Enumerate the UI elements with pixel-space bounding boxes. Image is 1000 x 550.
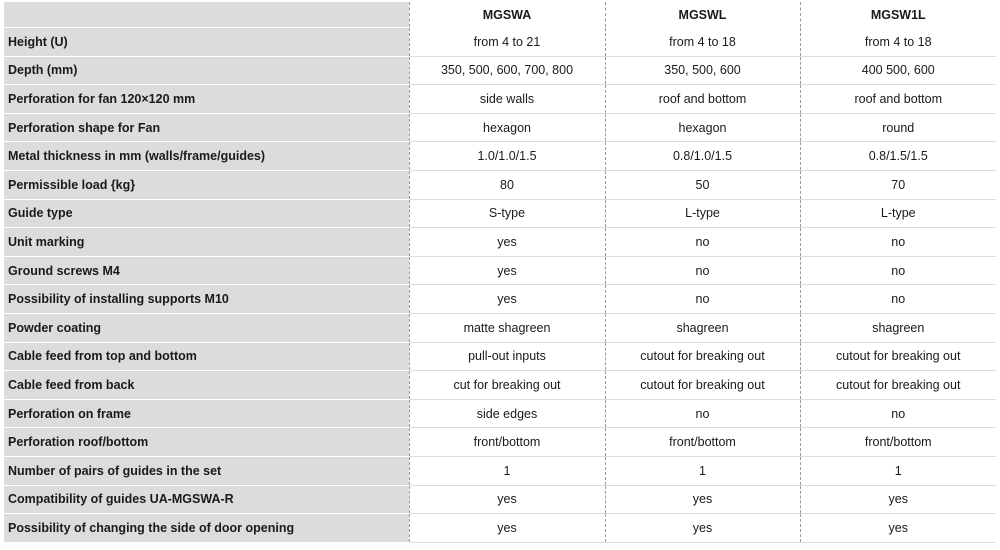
row-value-cell: from 4 to 18 xyxy=(605,28,800,57)
table-row xyxy=(4,113,996,142)
table-row xyxy=(4,371,996,400)
row-label: Number of pairs of guides in the set xyxy=(4,456,409,485)
table-row xyxy=(4,228,996,257)
row-value-cell: from 4 to 21 xyxy=(409,28,605,57)
row-value-cell: 50 xyxy=(605,170,800,199)
row-value-cell: no xyxy=(800,285,996,314)
row-label: Perforation shape for Fan xyxy=(4,113,409,142)
header-model-mgswa: MGSWA xyxy=(409,2,605,28)
header-model-mgsw1l: MGSW1L xyxy=(800,2,996,28)
row-label: Ground screws M4 xyxy=(4,256,409,285)
row-label: Powder coating xyxy=(4,313,409,342)
row-value-cell: shagreen xyxy=(800,313,996,342)
row-value-cell: no xyxy=(605,399,800,428)
row-value-cell: shagreen xyxy=(605,313,800,342)
row-value-cell: yes xyxy=(800,514,996,543)
row-value-cell: yes xyxy=(605,514,800,543)
row-label: Perforation roof/bottom xyxy=(4,428,409,457)
table-row xyxy=(4,170,996,199)
row-label: Perforation for fan 120×120 mm xyxy=(4,85,409,114)
row-value-cell: cutout for breaking out xyxy=(800,371,996,400)
row-value-cell: no xyxy=(605,256,800,285)
row-value-cell: 1 xyxy=(605,456,800,485)
row-label: Cable feed from top and bottom xyxy=(4,342,409,371)
row-value-cell: 350, 500, 600 xyxy=(605,56,800,85)
row-value-cell: 80 xyxy=(409,170,605,199)
table-row xyxy=(4,342,996,371)
row-value-cell: no xyxy=(605,228,800,257)
row-value-cell: yes xyxy=(409,485,605,514)
row-value-cell: yes xyxy=(409,228,605,257)
row-label: Possibility of changing the side of door opening xyxy=(4,514,409,543)
table-row xyxy=(4,199,996,228)
table-row xyxy=(4,514,996,543)
table-row xyxy=(4,313,996,342)
row-value-cell: 1 xyxy=(800,456,996,485)
table-row xyxy=(4,399,996,428)
row-value-cell: 1.0/1.0/1.5 xyxy=(409,142,605,171)
table-row xyxy=(4,142,996,171)
row-value-cell: 0.8/1.0/1.5 xyxy=(605,142,800,171)
row-value-cell: round xyxy=(800,113,996,142)
row-value-cell: L-type xyxy=(605,199,800,228)
row-value-cell: side edges xyxy=(409,399,605,428)
row-value-cell: hexagon xyxy=(409,113,605,142)
row-label: Height (U) xyxy=(4,28,409,57)
row-label: Unit marking xyxy=(4,228,409,257)
row-label: Possibility of installing supports M10 xyxy=(4,285,409,314)
row-value-cell: no xyxy=(800,228,996,257)
row-value-cell: side walls xyxy=(409,85,605,114)
row-value-cell: cutout for breaking out xyxy=(605,371,800,400)
row-label: Guide type xyxy=(4,199,409,228)
row-value-cell: yes xyxy=(800,485,996,514)
row-label: Compatibility of guides UA-MGSWA-R xyxy=(4,485,409,514)
row-value-cell: no xyxy=(800,256,996,285)
spec-comparison-table xyxy=(4,2,996,543)
row-value-cell: hexagon xyxy=(605,113,800,142)
table-header-row xyxy=(4,2,996,28)
row-value-cell: from 4 to 18 xyxy=(800,28,996,57)
row-value-cell: front/bottom xyxy=(605,428,800,457)
row-label: Perforation on frame xyxy=(4,399,409,428)
row-value-cell: 70 xyxy=(800,170,996,199)
row-value-cell: 1 xyxy=(409,456,605,485)
row-value-cell: no xyxy=(605,285,800,314)
row-value-cell: front/bottom xyxy=(800,428,996,457)
row-label: Metal thickness in mm (walls/frame/guides) xyxy=(4,142,409,171)
row-label: Depth (mm) xyxy=(4,56,409,85)
row-value-cell: yes xyxy=(605,485,800,514)
table-row xyxy=(4,285,996,314)
row-value-cell: cutout for breaking out xyxy=(800,342,996,371)
row-value-cell: cut for breaking out xyxy=(409,371,605,400)
row-value-cell: roof and bottom xyxy=(800,85,996,114)
row-value-cell: 0.8/1.5/1.5 xyxy=(800,142,996,171)
row-value-cell: pull-out inputs xyxy=(409,342,605,371)
row-value-cell: no xyxy=(800,399,996,428)
row-value-cell: roof and bottom xyxy=(605,85,800,114)
header-corner-cell xyxy=(4,2,409,28)
row-value-cell: S-type xyxy=(409,199,605,228)
row-value-cell: L-type xyxy=(800,199,996,228)
row-value-cell: yes xyxy=(409,285,605,314)
table-row xyxy=(4,456,996,485)
table-row xyxy=(4,256,996,285)
row-value-cell: 400 500, 600 xyxy=(800,56,996,85)
row-value-cell: yes xyxy=(409,256,605,285)
table-row xyxy=(4,428,996,457)
table-row xyxy=(4,28,996,57)
row-label: Permissible load {kg} xyxy=(4,170,409,199)
row-value-cell: matte shagreen xyxy=(409,313,605,342)
row-value-cell: yes xyxy=(409,514,605,543)
header-model-mgswl: MGSWL xyxy=(605,2,800,28)
row-label: Cable feed from back xyxy=(4,371,409,400)
row-value-cell: front/bottom xyxy=(409,428,605,457)
table-row xyxy=(4,485,996,514)
table-row xyxy=(4,85,996,114)
row-value-cell: 350, 500, 600, 700, 800 xyxy=(409,56,605,85)
table-row xyxy=(4,56,996,85)
row-value-cell: cutout for breaking out xyxy=(605,342,800,371)
